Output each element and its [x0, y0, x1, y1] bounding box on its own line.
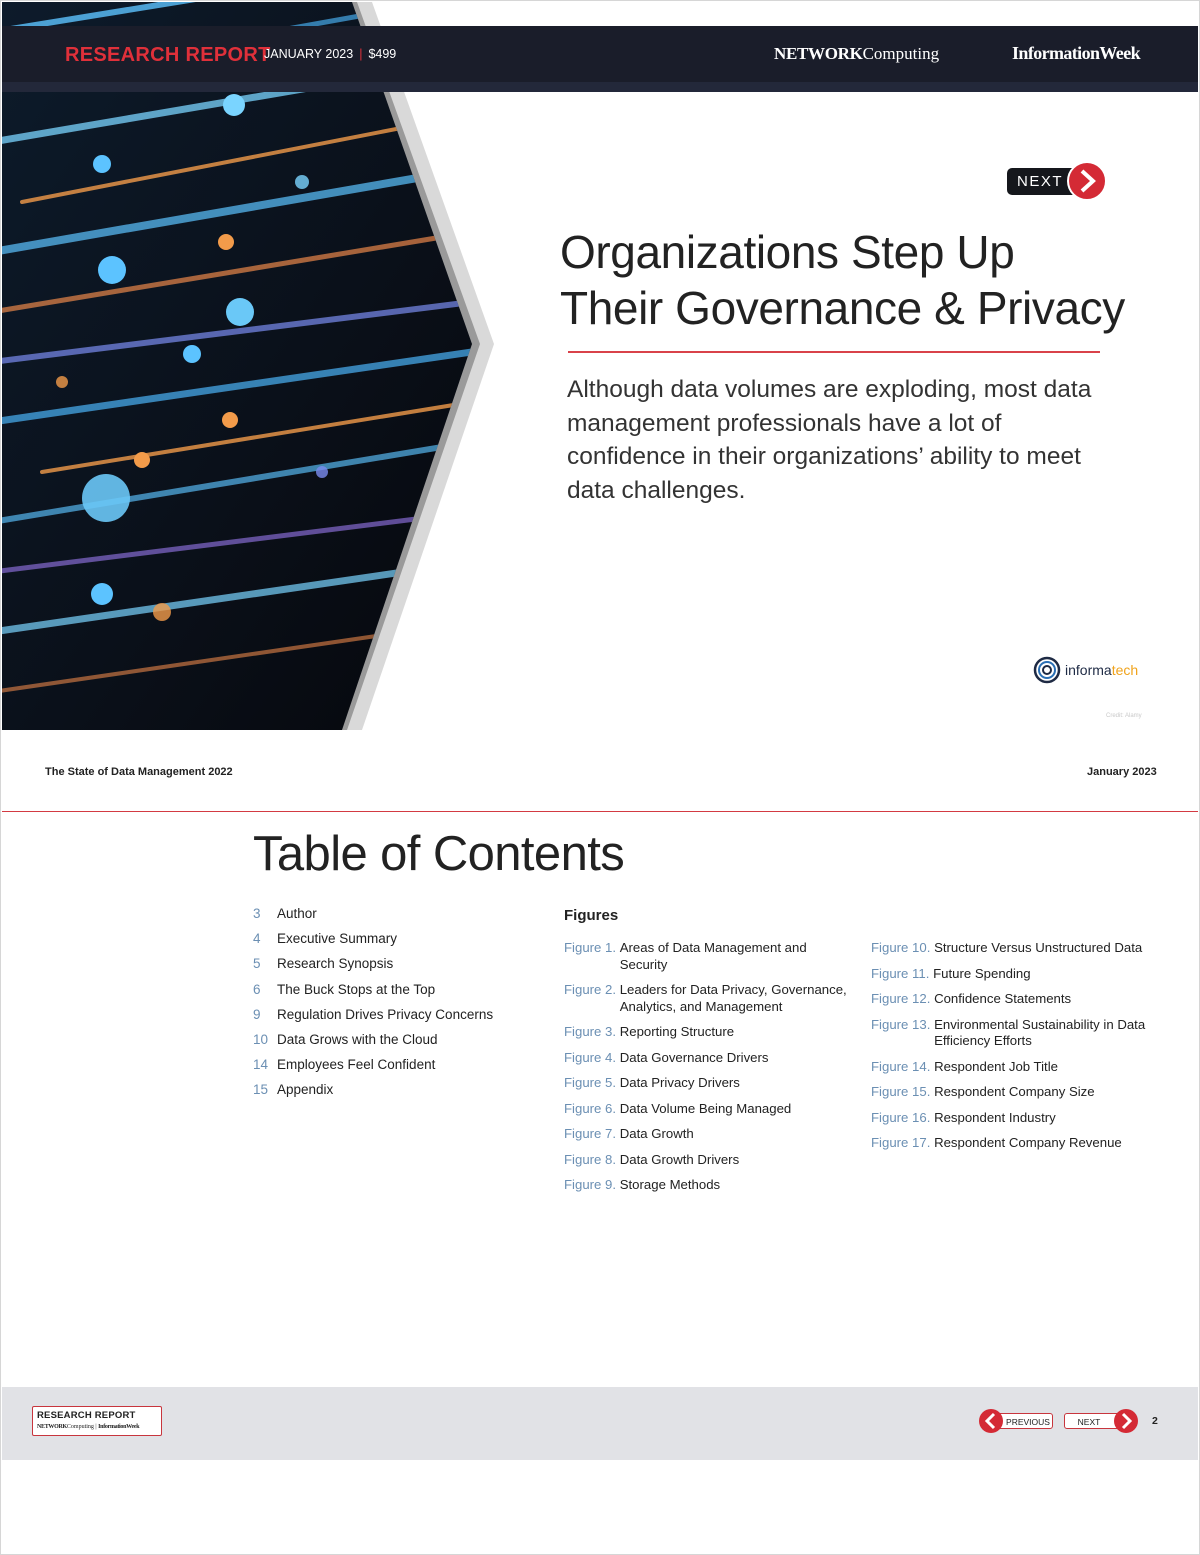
toc-item-appendix[interactable]: [253, 1082, 543, 1107]
chevron-right-icon: [1067, 161, 1107, 201]
informa-tech-logo: [1033, 656, 1139, 684]
toc-item-executive-summary[interactable]: [253, 931, 543, 956]
toc-page-number: 3: [253, 906, 261, 921]
next-button[interactable]: [1064, 1409, 1138, 1434]
figure-link[interactable]: [564, 1024, 864, 1041]
figure-link[interactable]: [871, 966, 1171, 983]
network-computing-logo: [774, 44, 939, 64]
figure-link[interactable]: [564, 1075, 864, 1092]
figure-number: Figure 7.: [564, 1126, 617, 1141]
toc-page-number: 9: [253, 1006, 261, 1022]
toc-item-author[interactable]: [253, 906, 543, 931]
issue-price: $499: [368, 47, 397, 61]
badge-informationweek: InformationWeek: [98, 1424, 140, 1430]
title-divider: [568, 351, 1100, 353]
figure-link[interactable]: [564, 1152, 864, 1169]
figure-number: Figure 2.: [564, 982, 617, 997]
toc-item-label: Executive Summary: [277, 931, 398, 947]
network-computing-rest: Computing: [862, 44, 940, 63]
toc-item-employees[interactable]: [253, 1057, 543, 1082]
toc-item-label: The Buck Stops at the Top: [277, 981, 436, 997]
figure-title: Data Volume Being Managed: [619, 1100, 792, 1116]
toc-page-number: 6: [253, 981, 261, 997]
badge-title: RESEARCH REPORT: [37, 1410, 136, 1421]
figure-number: Figure 14.: [871, 1058, 931, 1074]
figure-number: Figure 13.: [871, 1016, 931, 1032]
issue-date: JANUARY 2023: [264, 47, 354, 61]
cover-next-label: NEXT: [1007, 168, 1085, 195]
research-report-label: RESEARCH REPORT: [65, 44, 271, 66]
informa-logo-text: [1065, 662, 1138, 678]
figure-number: Figure 5.: [564, 1075, 617, 1090]
toc-item-label: Employees Feel Confident: [277, 1057, 436, 1073]
figure-title: Reporting Structure: [619, 1024, 735, 1039]
informa-swirl-icon: [1033, 656, 1061, 684]
cover-title-line-2: Their Governance & Privacy: [560, 282, 1125, 334]
figure-title: Data Growth Drivers: [619, 1151, 740, 1167]
toc-item-label: Author: [277, 906, 317, 921]
toc-item-research-synopsis[interactable]: [253, 956, 543, 981]
figure-title: Data Privacy Drivers: [619, 1075, 740, 1090]
chevron-right-icon: [1114, 1409, 1138, 1433]
toc-page-number: 14: [253, 1057, 269, 1073]
informationweek-logo: InformationWeek: [1012, 43, 1140, 63]
cover-photo: [2, 2, 502, 730]
next-label: NEXT: [1064, 1413, 1124, 1429]
network-computing-bold: NETWORK: [774, 44, 863, 63]
figure-number: Figure 8.: [564, 1151, 617, 1167]
report-header-bar: [2, 26, 1198, 92]
toc-page-number: 5: [253, 956, 261, 972]
figure-link[interactable]: [871, 940, 1171, 957]
header-divider: [2, 811, 1198, 812]
cover-subtitle: Although data volumes are exploding, most data management professionals have a lot of confidence in their organizations’ ability to meet data challenges.: [567, 376, 1092, 504]
figure-link[interactable]: [871, 1017, 1171, 1050]
previous-button[interactable]: [979, 1409, 1055, 1434]
photo-credit: Credit: Alamy: [1106, 713, 1142, 719]
cover-title: [560, 224, 1160, 336]
meta-separator: |: [359, 47, 363, 61]
figure-title: Respondent Industry: [934, 1109, 1056, 1125]
toc-item-label: Data Grows with the Cloud: [277, 1031, 438, 1047]
toc-title: Table of Contents: [253, 827, 625, 881]
figure-link[interactable]: [564, 1101, 864, 1118]
toc-page-number: 10: [253, 1031, 269, 1047]
figure-number: Figure 11.: [871, 965, 930, 981]
figure-link[interactable]: [871, 1059, 1171, 1076]
page-number: 2: [1152, 1415, 1158, 1427]
informa-logo-main: informa: [1065, 662, 1112, 678]
cover-page: [2, 2, 1198, 730]
toc-item-data-grows[interactable]: [253, 1032, 543, 1057]
toc-item-buck-stops[interactable]: [253, 982, 543, 1007]
figures-heading: Figures: [564, 907, 619, 924]
figure-title: Future Spending: [933, 965, 1031, 981]
running-header-title: The State of Data Management 2022: [45, 766, 233, 778]
toc-item-label: Appendix: [277, 1082, 334, 1098]
figure-number: Figure 10.: [871, 940, 931, 955]
figure-link[interactable]: [564, 982, 864, 1015]
figures-list-left: [564, 940, 864, 1194]
toc-item-regulation[interactable]: [253, 1007, 543, 1032]
figure-number: Figure 16.: [871, 1109, 931, 1125]
figure-title: Respondent Company Revenue: [934, 1135, 1122, 1150]
figure-link[interactable]: [871, 1110, 1171, 1127]
toc-item-label: Regulation Drives Privacy Concerns: [277, 1006, 494, 1022]
badge-network-rest: Computing: [66, 1424, 94, 1430]
figure-title: Respondent Company Size: [934, 1084, 1095, 1099]
figure-number: Figure 4.: [564, 1049, 617, 1065]
cover-title-line-1: Organizations Step Up: [560, 226, 1015, 278]
figure-title: Areas of Data Management and Security: [619, 940, 807, 972]
figure-title: Structure Versus Unstructured Data: [934, 940, 1143, 955]
figure-link[interactable]: [871, 1084, 1171, 1101]
badge-publishers: NETWORKComputing | InformationWeek: [37, 1424, 140, 1430]
figure-link[interactable]: [564, 1177, 864, 1194]
research-report-badge: [32, 1406, 162, 1436]
figure-number: Figure 17.: [871, 1135, 931, 1150]
figure-title: Environmental Sustainability in Data Efficiency Efforts: [934, 1016, 1146, 1048]
figure-link[interactable]: [564, 1050, 864, 1067]
informa-logo-accent: tech: [1111, 662, 1139, 678]
figure-number: Figure 15.: [871, 1084, 931, 1099]
figure-link[interactable]: [564, 940, 864, 973]
figure-number: Figure 1.: [564, 940, 617, 955]
chevron-left-icon: [979, 1409, 1003, 1433]
issue-meta: [264, 47, 396, 61]
figure-number: Figure 9.: [564, 1177, 617, 1192]
figure-link[interactable]: [564, 1126, 864, 1143]
figure-link[interactable]: [871, 991, 1171, 1008]
toc-page-number: 15: [253, 1082, 269, 1098]
figure-number: Figure 12.: [871, 991, 931, 1006]
figure-title: Data Governance Drivers: [619, 1049, 769, 1065]
previous-label: PREVIOUS: [991, 1413, 1053, 1429]
figure-number: Figure 6.: [564, 1100, 617, 1116]
badge-network-bold: NETWORK: [37, 1424, 67, 1430]
running-header-date: January 2023: [1087, 766, 1157, 778]
figures-list-right: [871, 940, 1171, 1152]
page-footer: [2, 1387, 1198, 1460]
figure-title: Respondent Job Title: [934, 1058, 1058, 1074]
toc-page-number: 4: [253, 931, 261, 947]
cover-next-button[interactable]: [1007, 160, 1107, 202]
figure-title: Leaders for Data Privacy, Governance, Analytics, and Management: [619, 982, 847, 1014]
toc-list: [253, 906, 543, 1108]
figure-title: Confidence Statements: [934, 991, 1072, 1006]
figure-title: Storage Methods: [619, 1177, 721, 1192]
figure-title: Data Growth: [619, 1126, 694, 1141]
toc-item-label: Research Synopsis: [277, 956, 394, 972]
figure-number: Figure 3.: [564, 1024, 617, 1039]
figure-link[interactable]: [871, 1135, 1171, 1152]
